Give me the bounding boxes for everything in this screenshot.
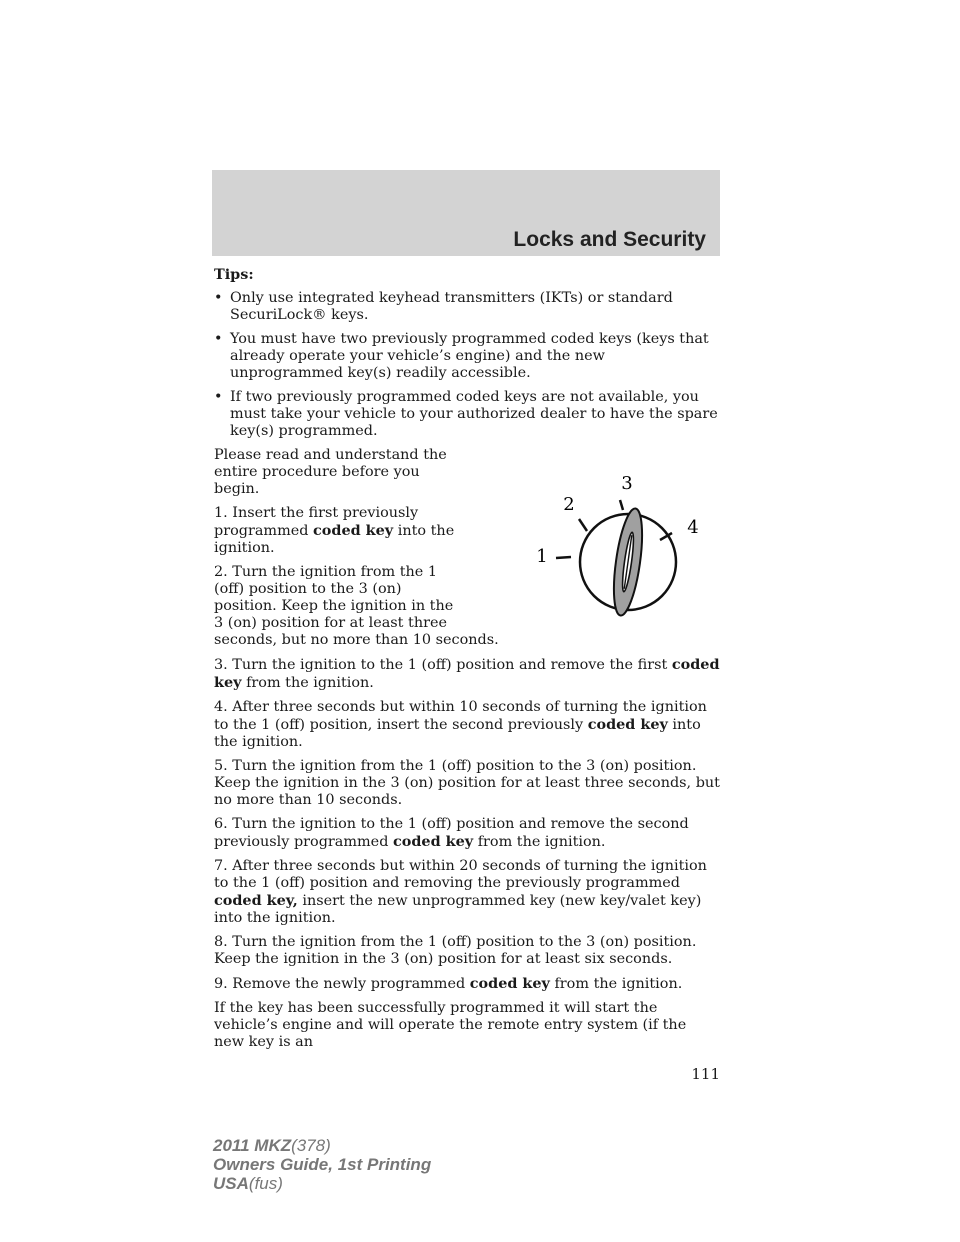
footer-market-code: (fus) <box>248 1174 283 1193</box>
intro-paragraph: Please read and understand the entire procedure before you begin. <box>214 447 447 497</box>
step-1-text-end: into the ignition. <box>214 523 455 556</box>
position-label-1: 1 <box>536 546 548 567</box>
position-label-4: 4 <box>687 517 699 538</box>
tick-mark-2 <box>579 519 587 531</box>
body-text <box>214 266 720 1058</box>
position-label-2: 2 <box>563 494 575 515</box>
step-7-bold: coded key, <box>214 892 298 909</box>
step-9-text: 9. Remove the newly programmed <box>214 976 470 992</box>
footer-line-2: Owners Guide, 1st Printing <box>213 1155 432 1174</box>
step-5: 5. Turn the ignition from the 1 (off) position to the 3 (on) position. Keep the ignition in the 3 (on) position for at least three seconds, but no more than 10 seconds. <box>214 758 720 808</box>
print-footer <box>213 1136 431 1193</box>
step-6-text-end: from the ignition. <box>473 834 606 850</box>
step-1-bold: coded key <box>313 522 394 539</box>
footer-line-3 <box>213 1174 431 1193</box>
footer-line-1 <box>213 1136 431 1155</box>
step-9-text-end: from the ignition. <box>549 976 683 992</box>
step-3-bold: coded key <box>214 656 720 691</box>
tips-list <box>214 290 720 440</box>
step-4-bold: coded key <box>587 716 668 733</box>
position-label-3: 3 <box>621 473 633 494</box>
closing-paragraph: If the key has been successfully programmed it will start the vehicle’s engine and will operate the remote entry system (if the new key is an <box>214 1000 687 1050</box>
step-3-text-end: from the ignition. <box>241 675 374 691</box>
section-title: Locks and Security <box>513 228 706 251</box>
footer-market: USA <box>213 1174 249 1193</box>
section-header-band <box>212 170 720 256</box>
step-4-text: 4. After three seconds but within 10 seconds of turning the ignition to the 1 (off) position, insert the second previously <box>214 699 707 733</box>
footer-model: 2011 MKZ <box>213 1136 292 1155</box>
step-9-bold: coded key <box>469 975 550 992</box>
page-number: 111 <box>691 1065 720 1083</box>
step-3-text: 3. Turn the ignition to the 1 (off) position and remove the first <box>214 657 672 673</box>
ignition-diagram-svg <box>470 447 720 622</box>
step-4 <box>214 699 720 751</box>
tips-heading: Tips: <box>214 266 254 283</box>
step-2: 2. Turn the ignition from the 1 (off) position to the 3 (on) position. Keep the ignition in the 3 (on) position for at least three seconds, but no more than 10 seconds. <box>214 564 499 648</box>
step-6-text: 6. Turn the ignition to the 1 (off) position and remove the second previously programmed <box>214 816 689 850</box>
step-7 <box>214 858 720 927</box>
tip-item: • You must have two previously programmed coded keys (keys that already operate your vehicle’s engine) and the new unprogrammed key(s) readily accessible. <box>214 331 720 382</box>
step-7-text: 7. After three seconds but within 20 seconds of turning the ignition to the 1 (off) position and removing the previously programmed <box>214 858 707 891</box>
ignition-diagram <box>470 447 720 622</box>
step-1-text: 1. Insert the first previously programmed <box>214 505 419 539</box>
step-8: 8. Turn the ignition from the 1 (off) position to the 3 (on) position. Keep the ignition in the 3 (on) position for at least six seconds. <box>214 934 697 967</box>
step-6 <box>214 816 720 851</box>
tick-mark-3 <box>620 500 623 510</box>
footer-model-code: (378) <box>291 1136 331 1155</box>
step-6-bold: coded key <box>392 833 474 850</box>
tip-item: • If two previously programmed coded keys are not available, you must take your vehicle to your authorized dealer to have the spare key(s) programmed. <box>214 389 720 440</box>
step-9 <box>214 975 720 993</box>
tip-item: • Only use integrated keyhead transmitters (IKTs) or standard SecuriLock® keys. <box>214 290 720 324</box>
step-7-text-end: insert the new unprogrammed key (new key/valet key) into the ignition. <box>214 893 702 926</box>
tick-mark-1 <box>556 557 571 558</box>
step-3 <box>214 656 720 692</box>
step-4-text-end: into the ignition. <box>214 717 701 750</box>
